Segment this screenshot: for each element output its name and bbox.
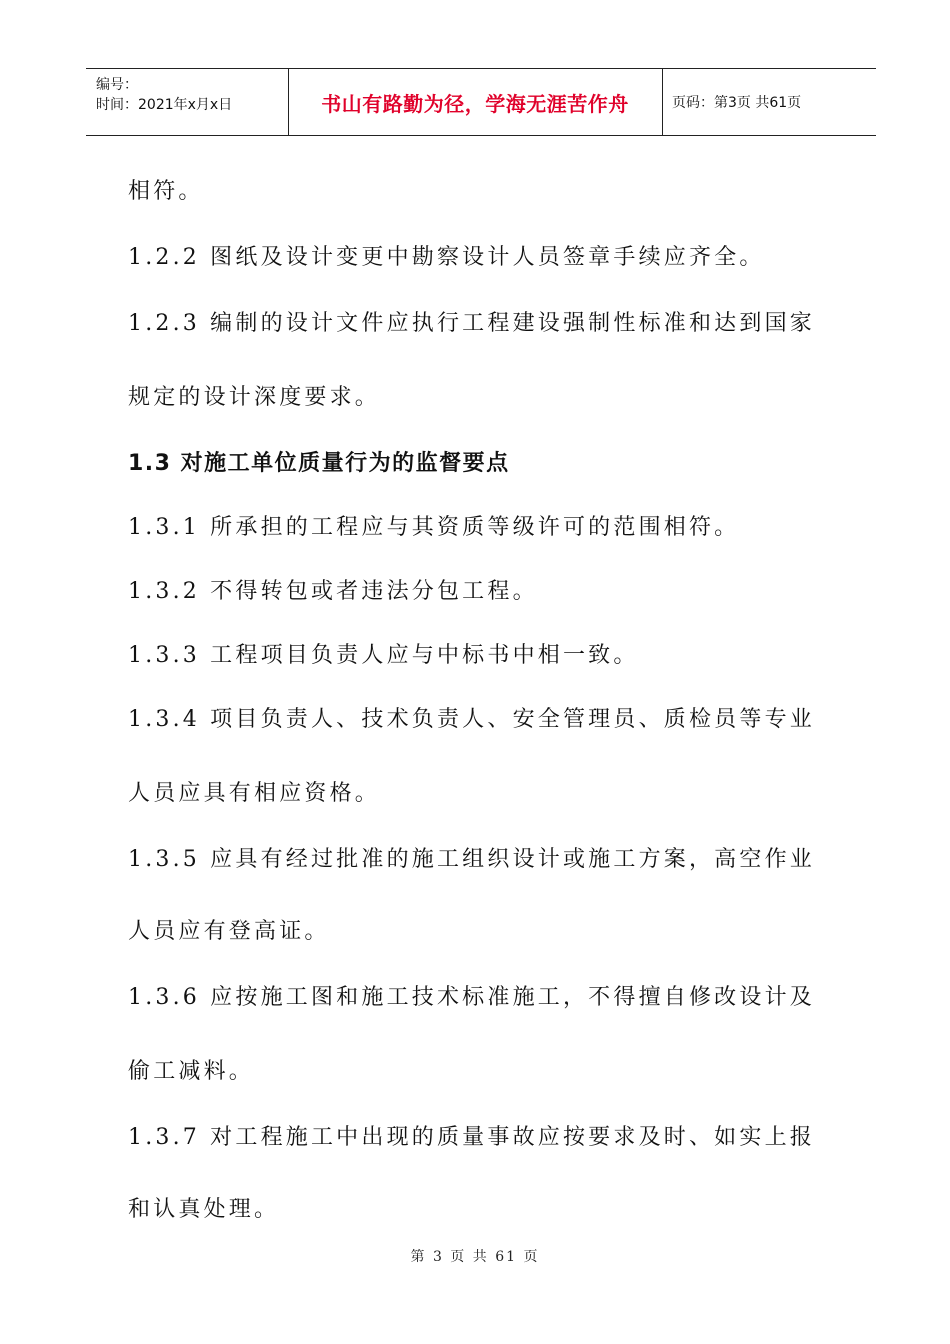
paragraph-line: 人员应具有相应资格。: [128, 781, 381, 806]
clause-1-3-1: 1.3.1 所承担的工程应与其资质等级许可的范围相符。: [128, 515, 740, 540]
header-meta: [86, 69, 288, 135]
clause-1-2-3: 1.2.3 编制的设计文件应执行工程建设强制性标准和达到国家: [128, 311, 815, 336]
paragraph-line: 人员应有登高证。: [128, 919, 330, 944]
header-motto: 书山有路勤为径，学海无涯苦作舟: [321, 91, 629, 116]
clause-1-3-7: 1.3.7 对工程施工中出现的质量事故应按要求及时、如实上报: [128, 1125, 815, 1150]
paragraph-line: 和认真处理。: [128, 1197, 280, 1222]
clause-1-2-2: 1.2.2 图纸及设计变更中勘察设计人员签章手续应齐全。: [128, 245, 765, 270]
page-footer: 第 3 页 共 61 页: [410, 1249, 540, 1265]
clause-1-3-4: 1.3.4 项目负责人、技术负责人、安全管理员、质检员等专业: [128, 707, 815, 732]
clause-1-3-3: 1.3.3 工程项目负责人应与中标书中相一致。: [128, 643, 639, 668]
clause-1-3-5: 1.3.5 应具有经过批准的施工组织设计或施工方案，高空作业: [128, 847, 815, 872]
clause-1-3-6: 1.3.6 应按施工图和施工技术标准施工，不得擅自修改设计及: [128, 985, 815, 1010]
time-label: 时间：2021年x月x日: [96, 97, 233, 113]
section-heading-1-3: 1.3 对施工单位质量行为的监督要点: [128, 451, 510, 476]
paragraph-line: 偷工减料。: [128, 1059, 255, 1084]
clause-1-3-2: 1.3.2 不得转包或者违法分包工程。: [128, 579, 538, 604]
paragraph-line: 相符。: [128, 179, 204, 204]
document-header: [86, 68, 876, 136]
paragraph-line: 规定的设计深度要求。: [128, 385, 381, 410]
header-page-info: 页码：第3页 共61页: [672, 95, 802, 111]
number-label: 编号：: [96, 77, 138, 93]
